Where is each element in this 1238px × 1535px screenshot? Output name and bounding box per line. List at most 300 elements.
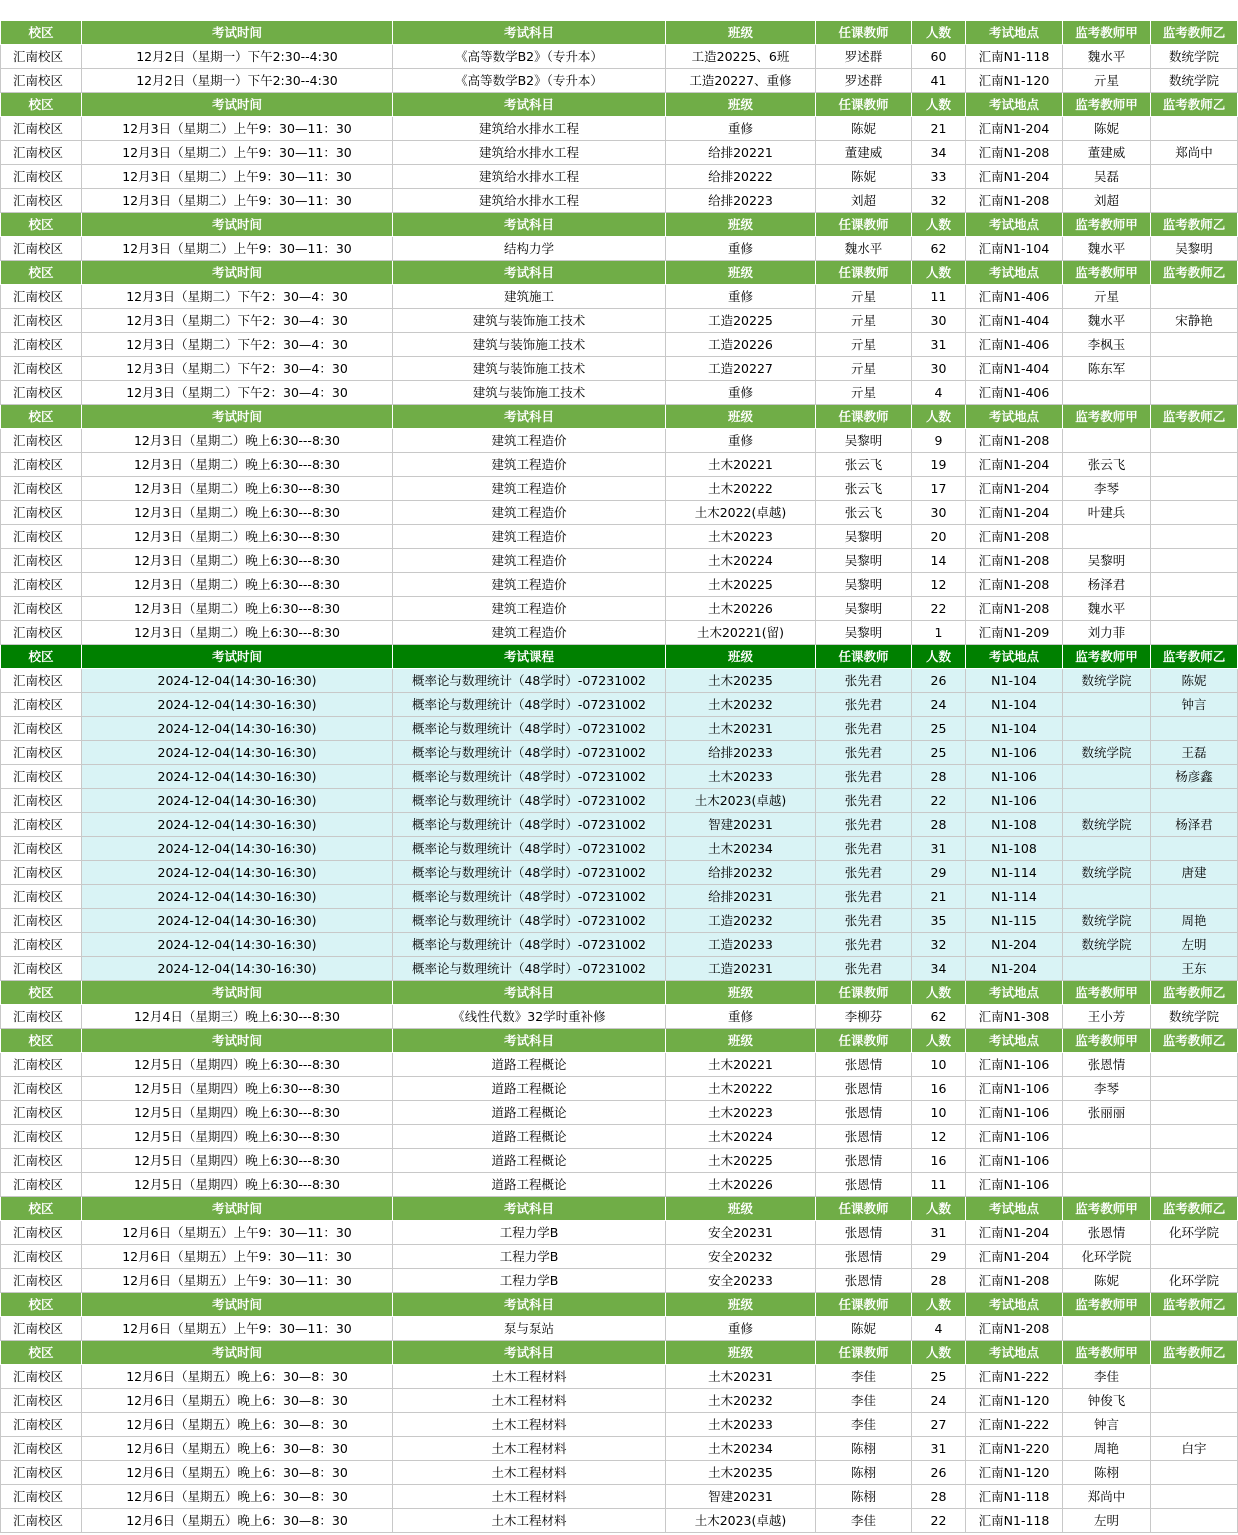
- cell-campus: 汇南校区: [1, 1317, 82, 1341]
- cell-proctor-b: 化环学院: [1151, 1221, 1238, 1245]
- cell-teacher: 张云飞: [816, 453, 912, 477]
- cell-subject: 建筑工程造价: [393, 429, 666, 453]
- cell-subject: 建筑工程造价: [393, 453, 666, 477]
- cell-proctor-b: [1151, 477, 1238, 501]
- column-header-proctor-b: 监考教师乙: [1151, 261, 1238, 285]
- cell-campus: 汇南校区: [1, 165, 82, 189]
- column-header-proctor-b: 监考教师乙: [1151, 1197, 1238, 1221]
- cell-campus: 汇南校区: [1, 1149, 82, 1173]
- column-header-subject: 考试课程: [393, 645, 666, 669]
- table-row: [1, 1101, 1238, 1125]
- cell-exam-time: 2024-12-04(14:30-16:30): [82, 693, 393, 717]
- column-header-count: 人数: [912, 1029, 966, 1053]
- cell-exam-time: 12月3日（星期二）下午2：30—4：30: [82, 333, 393, 357]
- table-row: [1, 621, 1238, 645]
- cell-location: 汇南N1-106: [966, 1125, 1063, 1149]
- cell-teacher: 陈栩: [816, 1461, 912, 1485]
- column-header-exam-time: 考试时间: [82, 645, 393, 669]
- cell-campus: 汇南校区: [1, 333, 82, 357]
- cell-count: 26: [912, 669, 966, 693]
- exam-schedule: [0, 20, 1237, 1533]
- cell-location: N1-108: [966, 813, 1063, 837]
- table-row: [1, 1149, 1238, 1173]
- cell-proctor-b: [1151, 837, 1238, 861]
- cell-subject: 建筑工程造价: [393, 621, 666, 645]
- cell-subject: 道路工程概论: [393, 1125, 666, 1149]
- cell-subject: 概率论与数理统计（48学时）-07231002: [393, 741, 666, 765]
- cell-subject: 概率论与数理统计（48学时）-07231002: [393, 789, 666, 813]
- cell-proctor-b: 吴黎明: [1151, 237, 1238, 261]
- column-header-class: 班级: [666, 1029, 816, 1053]
- cell-proctor-a: 魏水平: [1063, 237, 1151, 261]
- cell-campus: 汇南校区: [1, 549, 82, 573]
- cell-campus: 汇南校区: [1, 1389, 82, 1413]
- cell-subject: 建筑与装饰施工技术: [393, 309, 666, 333]
- cell-count: 27: [912, 1413, 966, 1437]
- cell-exam-time: 12月3日（星期二）晚上6:30---8:30: [82, 429, 393, 453]
- cell-count: 33: [912, 165, 966, 189]
- cell-count: 29: [912, 1245, 966, 1269]
- cell-proctor-b: [1151, 549, 1238, 573]
- cell-proctor-b: 王磊: [1151, 741, 1238, 765]
- cell-teacher: 罗述群: [816, 69, 912, 93]
- cell-subject: 土木工程材料: [393, 1485, 666, 1509]
- cell-teacher: 吴黎明: [816, 621, 912, 645]
- cell-teacher: 吴黎明: [816, 429, 912, 453]
- column-header-exam-time: 考试时间: [82, 261, 393, 285]
- cell-proctor-a: 化环学院: [1063, 1245, 1151, 1269]
- table-row: [1, 813, 1238, 837]
- cell-class: 给排20223: [666, 189, 816, 213]
- cell-count: 31: [912, 1221, 966, 1245]
- cell-subject: 道路工程概论: [393, 1101, 666, 1125]
- cell-count: 19: [912, 453, 966, 477]
- cell-teacher: 张先君: [816, 885, 912, 909]
- cell-class: 重修: [666, 1005, 816, 1029]
- cell-proctor-a: 王小芳: [1063, 1005, 1151, 1029]
- column-header-class: 班级: [666, 981, 816, 1005]
- table-row: [1, 501, 1238, 525]
- table-row: [1, 1269, 1238, 1293]
- cell-count: 28: [912, 813, 966, 837]
- cell-count: 21: [912, 117, 966, 141]
- section-header-row: [1, 1029, 1238, 1053]
- table-row: [1, 789, 1238, 813]
- cell-class: 土木20234: [666, 1437, 816, 1461]
- cell-proctor-b: [1151, 1245, 1238, 1269]
- cell-campus: 汇南校区: [1, 1221, 82, 1245]
- cell-proctor-b: [1151, 573, 1238, 597]
- cell-count: 25: [912, 741, 966, 765]
- cell-location: N1-104: [966, 693, 1063, 717]
- cell-exam-time: 12月3日（星期二）晚上6:30---8:30: [82, 621, 393, 645]
- table-row: [1, 573, 1238, 597]
- cell-exam-time: 12月3日（星期二）下午2：30—4：30: [82, 309, 393, 333]
- cell-teacher: 亓星: [816, 309, 912, 333]
- cell-proctor-b: [1151, 1149, 1238, 1173]
- table-row: [1, 1173, 1238, 1197]
- column-header-location: 考试地点: [966, 1293, 1063, 1317]
- column-header-proctor-b: 监考教师乙: [1151, 1293, 1238, 1317]
- cell-count: 22: [912, 1509, 966, 1533]
- cell-proctor-a: 刘力菲: [1063, 621, 1151, 645]
- cell-exam-time: 12月6日（星期五）晚上6：30—8：30: [82, 1461, 393, 1485]
- cell-subject: 道路工程概论: [393, 1077, 666, 1101]
- cell-count: 32: [912, 189, 966, 213]
- cell-location: 汇南N1-208: [966, 597, 1063, 621]
- cell-class: 土木20233: [666, 1413, 816, 1437]
- cell-subject: 概率论与数理统计（48学时）-07231002: [393, 693, 666, 717]
- table-row: [1, 933, 1238, 957]
- cell-proctor-b: 化环学院: [1151, 1269, 1238, 1293]
- cell-location: 汇南N1-308: [966, 1005, 1063, 1029]
- cell-class: 重修: [666, 381, 816, 405]
- cell-teacher: 李佳: [816, 1413, 912, 1437]
- cell-campus: 汇南校区: [1, 1101, 82, 1125]
- table-row: [1, 1365, 1238, 1389]
- column-header-proctor-a: 监考教师甲: [1063, 213, 1151, 237]
- cell-proctor-b: [1151, 165, 1238, 189]
- cell-location: 汇南N1-222: [966, 1413, 1063, 1437]
- cell-subject: 概率论与数理统计（48学时）-07231002: [393, 765, 666, 789]
- column-header-location: 考试地点: [966, 1341, 1063, 1365]
- table-row: [1, 1221, 1238, 1245]
- cell-count: 35: [912, 909, 966, 933]
- cell-location: N1-114: [966, 861, 1063, 885]
- table-row: [1, 669, 1238, 693]
- cell-teacher: 李佳: [816, 1509, 912, 1533]
- cell-exam-time: 12月3日（星期二）上午9：30—11：30: [82, 189, 393, 213]
- cell-count: 28: [912, 765, 966, 789]
- column-header-campus: 校区: [1, 981, 82, 1005]
- column-header-location: 考试地点: [966, 1029, 1063, 1053]
- cell-teacher: 张云飞: [816, 477, 912, 501]
- cell-teacher: 张恩情: [816, 1221, 912, 1245]
- cell-proctor-b: [1151, 333, 1238, 357]
- table-row: [1, 1437, 1238, 1461]
- cell-subject: 建筑与装饰施工技术: [393, 381, 666, 405]
- cell-class: 土木20224: [666, 1125, 816, 1149]
- column-header-class: 班级: [666, 261, 816, 285]
- cell-count: 16: [912, 1077, 966, 1101]
- cell-subject: 道路工程概论: [393, 1053, 666, 1077]
- cell-exam-time: 12月3日（星期二）下午2：30—4：30: [82, 285, 393, 309]
- cell-subject: 《高等数学B2》（专升本）: [393, 69, 666, 93]
- cell-teacher: 张先君: [816, 813, 912, 837]
- cell-count: 62: [912, 237, 966, 261]
- cell-class: 工造20232: [666, 909, 816, 933]
- cell-proctor-a: [1063, 429, 1151, 453]
- cell-class: 土木20235: [666, 1461, 816, 1485]
- column-header-proctor-a: 监考教师甲: [1063, 1293, 1151, 1317]
- cell-class: 工造20227: [666, 357, 816, 381]
- cell-teacher: 张恩情: [816, 1269, 912, 1293]
- column-header-teacher: 任课教师: [816, 1197, 912, 1221]
- column-header-campus: 校区: [1, 21, 82, 45]
- column-header-proctor-a: 监考教师甲: [1063, 1029, 1151, 1053]
- cell-proctor-a: 数统学院: [1063, 741, 1151, 765]
- cell-proctor-a: [1063, 837, 1151, 861]
- cell-exam-time: 2024-12-04(14:30-16:30): [82, 957, 393, 981]
- column-header-teacher: 任课教师: [816, 261, 912, 285]
- cell-count: 10: [912, 1053, 966, 1077]
- cell-campus: 汇南校区: [1, 573, 82, 597]
- cell-proctor-b: [1151, 381, 1238, 405]
- column-header-teacher: 任课教师: [816, 1293, 912, 1317]
- cell-location: 汇南N1-118: [966, 1485, 1063, 1509]
- cell-campus: 汇南校区: [1, 621, 82, 645]
- cell-subject: 概率论与数理统计（48学时）-07231002: [393, 909, 666, 933]
- cell-proctor-b: 郑尚中: [1151, 141, 1238, 165]
- cell-class: 土木20221(留): [666, 621, 816, 645]
- cell-proctor-b: [1151, 501, 1238, 525]
- cell-count: 21: [912, 885, 966, 909]
- cell-class: 安全20232: [666, 1245, 816, 1269]
- table-row: [1, 141, 1238, 165]
- cell-location: N1-204: [966, 933, 1063, 957]
- cell-class: 土木20235: [666, 669, 816, 693]
- table-row: [1, 381, 1238, 405]
- cell-proctor-a: 陈妮: [1063, 117, 1151, 141]
- section-header-row: [1, 645, 1238, 669]
- cell-campus: 汇南校区: [1, 1269, 82, 1293]
- cell-proctor-a: 亓星: [1063, 285, 1151, 309]
- cell-location: 汇南N1-106: [966, 1101, 1063, 1125]
- column-header-location: 考试地点: [966, 645, 1063, 669]
- cell-exam-time: 2024-12-04(14:30-16:30): [82, 885, 393, 909]
- cell-subject: 工程力学B: [393, 1245, 666, 1269]
- cell-location: 汇南N1-406: [966, 381, 1063, 405]
- cell-class: 土木2023(卓越): [666, 1509, 816, 1533]
- cell-campus: 汇南校区: [1, 1245, 82, 1269]
- section-header-row: [1, 981, 1238, 1005]
- cell-proctor-b: 白宇: [1151, 1437, 1238, 1461]
- cell-location: 汇南N1-208: [966, 573, 1063, 597]
- cell-class: 土木20233: [666, 765, 816, 789]
- column-header-campus: 校区: [1, 1197, 82, 1221]
- cell-proctor-b: 数统学院: [1151, 69, 1238, 93]
- cell-subject: 概率论与数理统计（48学时）-07231002: [393, 717, 666, 741]
- cell-subject: 建筑工程造价: [393, 477, 666, 501]
- exam-schedule-body: [1, 21, 1238, 1533]
- cell-class: 土木20232: [666, 693, 816, 717]
- cell-class: 土木20231: [666, 717, 816, 741]
- cell-proctor-a: 吴黎明: [1063, 549, 1151, 573]
- column-header-location: 考试地点: [966, 405, 1063, 429]
- cell-proctor-a: 李枫玉: [1063, 333, 1151, 357]
- cell-count: 20: [912, 525, 966, 549]
- cell-subject: 土木工程材料: [393, 1437, 666, 1461]
- cell-location: 汇南N1-118: [966, 45, 1063, 69]
- cell-campus: 汇南校区: [1, 957, 82, 981]
- cell-proctor-a: 数统学院: [1063, 933, 1151, 957]
- cell-proctor-b: [1151, 1485, 1238, 1509]
- cell-subject: 土木工程材料: [393, 1365, 666, 1389]
- table-row: [1, 597, 1238, 621]
- cell-exam-time: 12月3日（星期二）上午9：30—11：30: [82, 117, 393, 141]
- column-header-location: 考试地点: [966, 213, 1063, 237]
- section-header-row: [1, 261, 1238, 285]
- column-header-class: 班级: [666, 645, 816, 669]
- cell-teacher: 陈栩: [816, 1437, 912, 1461]
- cell-proctor-b: 宋静艳: [1151, 309, 1238, 333]
- cell-proctor-b: [1151, 1461, 1238, 1485]
- section-header-row: [1, 405, 1238, 429]
- cell-campus: 汇南校区: [1, 1125, 82, 1149]
- cell-exam-time: 12月3日（星期二）晚上6:30---8:30: [82, 549, 393, 573]
- cell-teacher: 吴黎明: [816, 549, 912, 573]
- table-row: [1, 885, 1238, 909]
- cell-exam-time: 12月3日（星期二）上午9：30—11：30: [82, 165, 393, 189]
- cell-subject: 工程力学B: [393, 1269, 666, 1293]
- cell-campus: 汇南校区: [1, 789, 82, 813]
- cell-proctor-b: [1151, 285, 1238, 309]
- cell-class: 安全20231: [666, 1221, 816, 1245]
- column-header-location: 考试地点: [966, 261, 1063, 285]
- cell-campus: 汇南校区: [1, 741, 82, 765]
- cell-proctor-a: 郑尚中: [1063, 1485, 1151, 1509]
- cell-class: 土木20234: [666, 837, 816, 861]
- cell-exam-time: 12月2日（星期一）下午2:30--4:30: [82, 69, 393, 93]
- cell-count: 12: [912, 573, 966, 597]
- cell-exam-time: 12月3日（星期二）上午9：30—11：30: [82, 141, 393, 165]
- cell-subject: 建筑工程造价: [393, 573, 666, 597]
- cell-class: 智建20231: [666, 813, 816, 837]
- cell-campus: 汇南校区: [1, 1365, 82, 1389]
- column-header-proctor-b: 监考教师乙: [1151, 1341, 1238, 1365]
- cell-exam-time: 2024-12-04(14:30-16:30): [82, 909, 393, 933]
- cell-location: 汇南N1-204: [966, 477, 1063, 501]
- section-header-row: [1, 1197, 1238, 1221]
- cell-campus: 汇南校区: [1, 813, 82, 837]
- table-row: [1, 957, 1238, 981]
- column-header-proctor-a: 监考教师甲: [1063, 1341, 1151, 1365]
- cell-proctor-b: [1151, 117, 1238, 141]
- column-header-teacher: 任课教师: [816, 1341, 912, 1365]
- cell-teacher: 张恩情: [816, 1149, 912, 1173]
- cell-subject: 概率论与数理统计（48学时）-07231002: [393, 669, 666, 693]
- cell-class: 土木20225: [666, 573, 816, 597]
- cell-proctor-a: 董建威: [1063, 141, 1151, 165]
- cell-teacher: 董建威: [816, 141, 912, 165]
- section-header-row: [1, 1293, 1238, 1317]
- table-row: [1, 525, 1238, 549]
- cell-class: 给排20232: [666, 861, 816, 885]
- column-header-proctor-a: 监考教师甲: [1063, 21, 1151, 45]
- cell-class: 重修: [666, 117, 816, 141]
- cell-count: 4: [912, 381, 966, 405]
- cell-class: 重修: [666, 285, 816, 309]
- cell-exam-time: 12月5日（星期四）晚上6:30---8:30: [82, 1125, 393, 1149]
- cell-campus: 汇南校区: [1, 477, 82, 501]
- cell-proctor-b: [1151, 621, 1238, 645]
- cell-count: 29: [912, 861, 966, 885]
- cell-class: 土木20226: [666, 597, 816, 621]
- cell-count: 25: [912, 1365, 966, 1389]
- column-header-location: 考试地点: [966, 93, 1063, 117]
- cell-exam-time: 12月3日（星期二）晚上6:30---8:30: [82, 477, 393, 501]
- cell-proctor-b: [1151, 1053, 1238, 1077]
- cell-proctor-a: 张恩情: [1063, 1053, 1151, 1077]
- cell-count: 24: [912, 1389, 966, 1413]
- cell-teacher: 亓星: [816, 333, 912, 357]
- column-header-teacher: 任课教师: [816, 21, 912, 45]
- cell-proctor-a: [1063, 957, 1151, 981]
- table-row: [1, 717, 1238, 741]
- cell-campus: 汇南校区: [1, 141, 82, 165]
- cell-proctor-a: 亓星: [1063, 69, 1151, 93]
- table-row: [1, 477, 1238, 501]
- cell-proctor-b: 周艳: [1151, 909, 1238, 933]
- table-row: [1, 1125, 1238, 1149]
- table-row: [1, 1245, 1238, 1269]
- section-header-row: [1, 93, 1238, 117]
- cell-location: 汇南N1-406: [966, 333, 1063, 357]
- cell-count: 34: [912, 141, 966, 165]
- cell-subject: 土木工程材料: [393, 1461, 666, 1485]
- cell-exam-time: 12月3日（星期二）晚上6:30---8:30: [82, 501, 393, 525]
- table-row: [1, 1461, 1238, 1485]
- column-header-location: 考试地点: [966, 981, 1063, 1005]
- column-header-campus: 校区: [1, 1341, 82, 1365]
- cell-count: 11: [912, 285, 966, 309]
- table-row: [1, 549, 1238, 573]
- column-header-exam-time: 考试时间: [82, 21, 393, 45]
- cell-exam-time: 12月3日（星期二）上午9：30—11：30: [82, 237, 393, 261]
- cell-location: 汇南N1-106: [966, 1077, 1063, 1101]
- cell-subject: 概率论与数理统计（48学时）-07231002: [393, 933, 666, 957]
- cell-proctor-a: 吴磊: [1063, 165, 1151, 189]
- column-header-subject: 考试科目: [393, 405, 666, 429]
- cell-class: 工造20233: [666, 933, 816, 957]
- cell-proctor-a: 数统学院: [1063, 861, 1151, 885]
- cell-proctor-a: 张恩情: [1063, 1221, 1151, 1245]
- column-header-subject: 考试科目: [393, 1341, 666, 1365]
- cell-location: N1-104: [966, 717, 1063, 741]
- cell-proctor-b: [1151, 597, 1238, 621]
- cell-proctor-b: 杨泽君: [1151, 813, 1238, 837]
- cell-class: 土木20221: [666, 1053, 816, 1077]
- cell-exam-time: 12月6日（星期五）晚上6：30—8：30: [82, 1485, 393, 1509]
- cell-proctor-b: [1151, 885, 1238, 909]
- cell-subject: 《线性代数》32学时重补修: [393, 1005, 666, 1029]
- column-header-proctor-a: 监考教师甲: [1063, 405, 1151, 429]
- cell-subject: 建筑给水排水工程: [393, 141, 666, 165]
- table-row: [1, 861, 1238, 885]
- column-header-proctor-b: 监考教师乙: [1151, 21, 1238, 45]
- cell-proctor-a: 魏水平: [1063, 309, 1151, 333]
- cell-location: 汇南N1-404: [966, 309, 1063, 333]
- cell-location: 汇南N1-222: [966, 1365, 1063, 1389]
- cell-exam-time: 12月6日（星期五）上午9：30—11：30: [82, 1245, 393, 1269]
- cell-exam-time: 2024-12-04(14:30-16:30): [82, 813, 393, 837]
- cell-campus: 汇南校区: [1, 669, 82, 693]
- cell-location: 汇南N1-120: [966, 69, 1063, 93]
- cell-exam-time: 12月4日（星期三）晚上6:30---8:30: [82, 1005, 393, 1029]
- column-header-exam-time: 考试时间: [82, 1029, 393, 1053]
- cell-subject: 《高等数学B2》（专升本）: [393, 45, 666, 69]
- cell-teacher: 张恩情: [816, 1053, 912, 1077]
- cell-proctor-b: [1151, 717, 1238, 741]
- cell-proctor-a: 李琴: [1063, 1077, 1151, 1101]
- cell-proctor-b: [1151, 1101, 1238, 1125]
- cell-class: 工造20231: [666, 957, 816, 981]
- cell-class: 工造20225、6班: [666, 45, 816, 69]
- cell-subject: 建筑施工: [393, 285, 666, 309]
- cell-subject: 建筑工程造价: [393, 501, 666, 525]
- cell-proctor-a: [1063, 1173, 1151, 1197]
- cell-campus: 汇南校区: [1, 885, 82, 909]
